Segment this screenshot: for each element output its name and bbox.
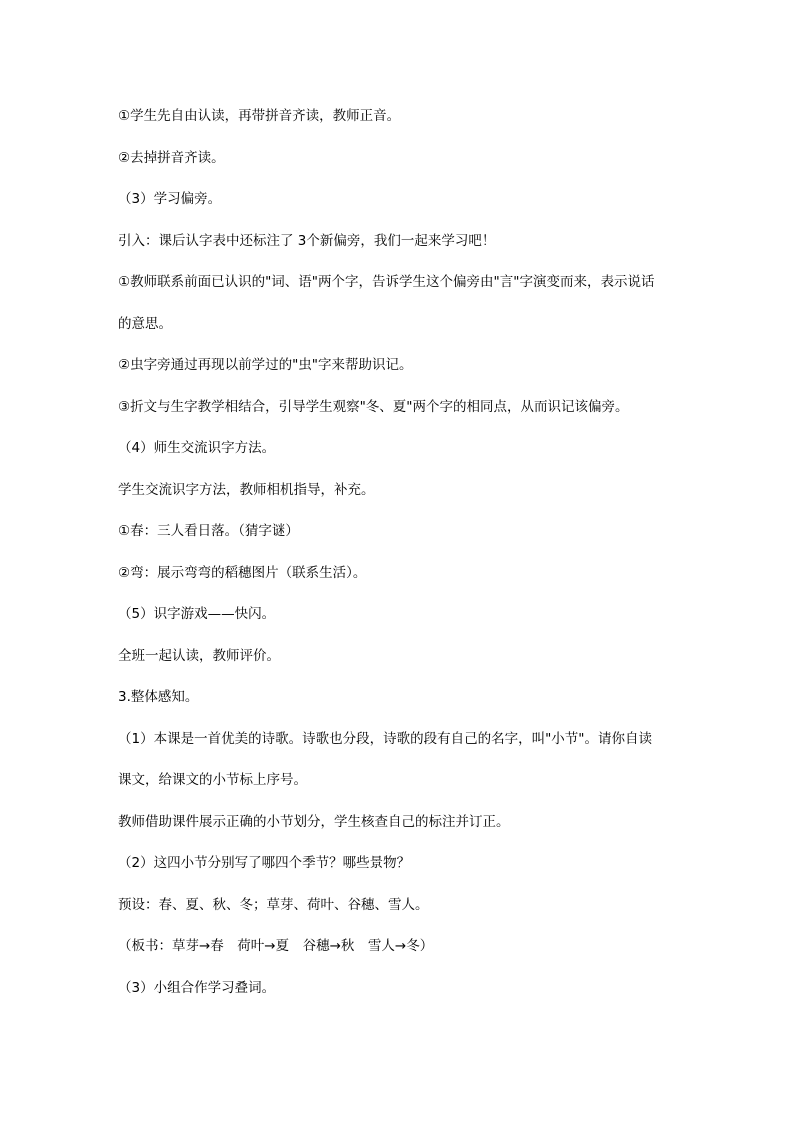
text-line: ②弯：展示弯弯的稻穗图片（联系生活）。 bbox=[118, 565, 367, 581]
text-line: 学生交流识字方法，教师相机指导，补充。 bbox=[118, 482, 375, 498]
text-line: ③折文与生字教学相结合，引导学生观察"冬、夏"两个字的相同点，从而识记该偏旁。 bbox=[118, 399, 629, 415]
text-line: （1）本课是一首优美的诗歌。诗歌也分段，诗歌的段有自己的名字，叫"小节"。请你自读 bbox=[118, 731, 653, 747]
text-line: ②去掉拼音齐读。 bbox=[118, 150, 225, 166]
text-line: ①学生先自由认读，再带拼音齐读，教师正音。 bbox=[118, 108, 401, 124]
text-line: （3）学习偏旁。 bbox=[118, 191, 222, 207]
text-line: （3）小组合作学习叠词。 bbox=[118, 980, 276, 996]
text-line: ②虫字旁通过再现以前学过的"虫"字来帮助识记。 bbox=[118, 357, 413, 373]
text-line: ①春：三人看日落。（猜字谜） bbox=[118, 523, 299, 539]
text-line: 的意思。 bbox=[118, 316, 172, 332]
text-line: 教师借助课件展示正确的小节划分，学生核查自己的标注并订正。 bbox=[118, 814, 510, 830]
text-line: 课文，给课文的小节标上序号。 bbox=[118, 772, 307, 788]
text-line: （4）师生交流识字方法。 bbox=[118, 440, 276, 456]
text-line: （5）识字游戏——快闪。 bbox=[118, 606, 276, 622]
text-line: （2）这四小节分别写了哪四个季节？哪些景物？ bbox=[118, 855, 411, 871]
text-line: 全班一起认读，教师评价。 bbox=[118, 648, 280, 664]
text-line: （板书：草芽→春 荷叶→夏 谷穗→秋 雪人→冬） bbox=[118, 938, 434, 954]
text-line: 预设：春、夏、秋、冬；草芽、荷叶、谷穗、雪人。 bbox=[118, 897, 429, 913]
text-line: 引入：课后认字表中还标注了 3个新偏旁，我们一起来学习吧！ bbox=[118, 233, 496, 249]
text-line: 3.整体感知。 bbox=[118, 689, 199, 705]
text-line: ①教师联系前面已认识的"词、语"两个字，告诉学生这个偏旁由"言"字演变而来，表示说话 bbox=[118, 274, 655, 290]
